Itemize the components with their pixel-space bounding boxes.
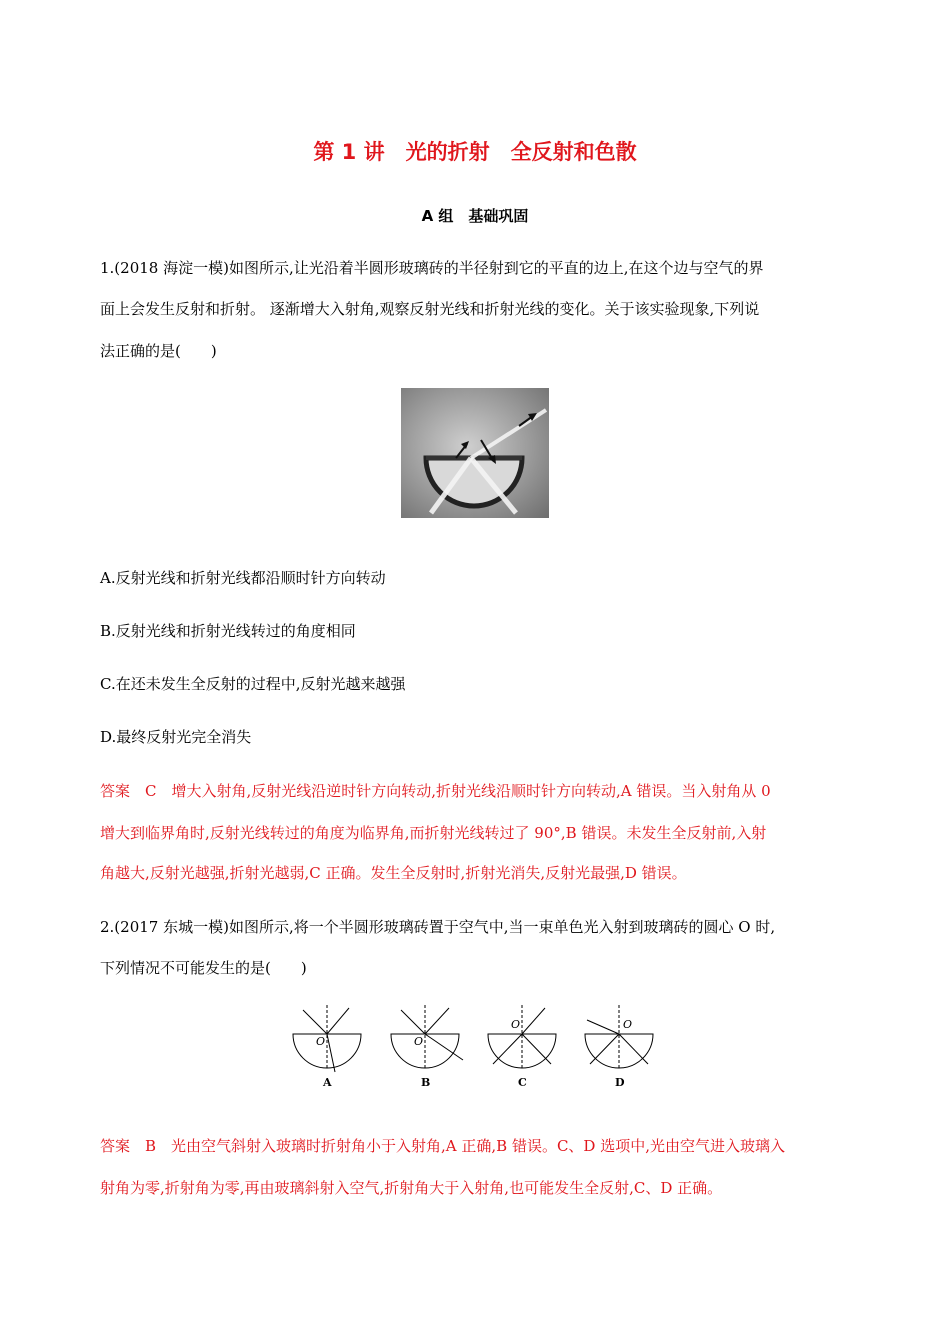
q1-experiment-photo xyxy=(401,388,549,518)
label-b: B xyxy=(421,1076,431,1089)
q1-answer-line-1: 答案 C 增大入射角,反射光线沿逆时针方向转动,折射光线沿顺时针方向转动,A 错误。当入射角从 0 xyxy=(100,782,771,800)
q1-option-d: D.最终反射光完全消失 xyxy=(100,728,252,746)
q1-option-b: B.反射光线和折射光线转过的角度相同 xyxy=(100,622,356,640)
diagram-b xyxy=(391,1005,463,1089)
q1-answer-line-2: 增大到临界角时,反射光线转过的角度为临界角,而折射光线转过了 90°,B 错误。未发生全反射前,入射 xyxy=(100,824,767,842)
diagram-a xyxy=(293,1005,361,1089)
center-label-a: O xyxy=(316,1035,326,1048)
q2-answer-line-2: 射角为零,折射角为零,再由玻璃斜射入空气,折射角大于入射角,也可能发生全反射,C、D 正确。 xyxy=(100,1179,723,1197)
q1-stem-line-3: 法正确的是( ) xyxy=(100,342,217,360)
q1-answer-line-3: 角越大,反射光越强,折射光越弱,C 正确。发生全反射时,折射光消失,反射光最强,D 错误。 xyxy=(100,864,687,882)
q1-option-a: A.反射光线和折射光线都沿顺时针方向转动 xyxy=(100,569,386,587)
diagram-c xyxy=(488,1005,556,1089)
center-label-b: O xyxy=(414,1035,424,1048)
q1-option-c: C.在还未发生全反射的过程中,反射光越来越强 xyxy=(100,675,406,693)
q2-stem-line-2: 下列情况不可能发生的是( ) xyxy=(100,959,307,977)
label-d: D xyxy=(615,1076,625,1089)
q2-options-diagram xyxy=(283,1000,668,1092)
q2-answer-line-1: 答案 B 光由空气斜射入玻璃时折射角小于入射角,A 正确,B 错误。C、D 选项中,光由空气进入玻璃入 xyxy=(100,1137,785,1155)
page-title: 第 1 讲 光的折射 全反射和色散 xyxy=(313,140,637,164)
q1-stem-line-2: 面上会发生反射和折射。 逐渐增大入射角,观察反射光线和折射光线的变化。关于该实验现象,下列说 xyxy=(100,300,760,318)
label-c: C xyxy=(518,1076,527,1089)
section-heading: A 组 基础巩固 xyxy=(421,207,529,225)
diagram-d xyxy=(585,1005,653,1089)
q1-stem-line-1: 1.(2018 海淀一模)如图所示,让光沿着半圆形玻璃砖的半径射到它的平直的边上,在这个边与空气的界 xyxy=(100,259,764,277)
center-label-d: O xyxy=(623,1018,633,1031)
q2-stem-line-1: 2.(2017 东城一模)如图所示,将一个半圆形玻璃砖置于空气中,当一束单色光入射到玻璃砖的圆心 O 时, xyxy=(100,918,776,936)
center-label-c: O xyxy=(511,1018,521,1031)
label-a: A xyxy=(323,1076,332,1089)
